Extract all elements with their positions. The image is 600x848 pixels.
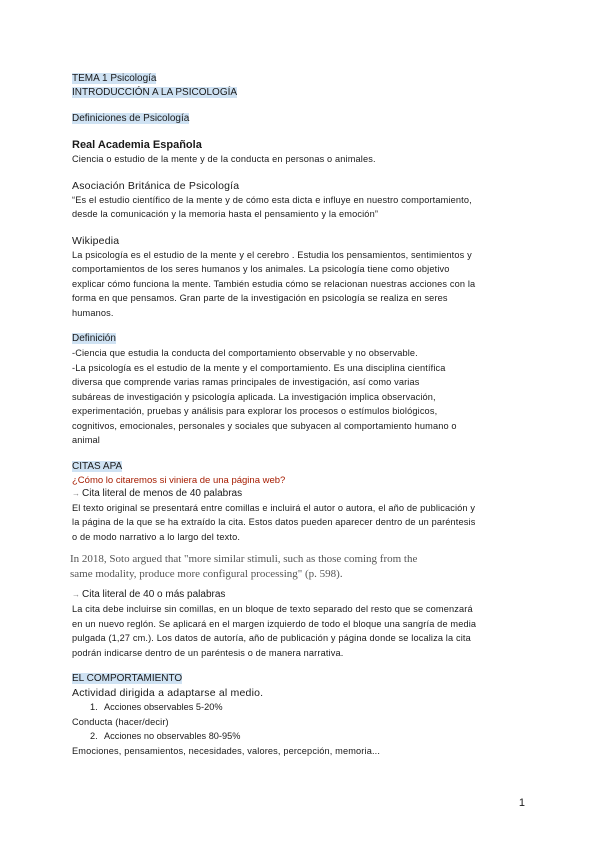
apa-example-image [70, 552, 532, 582]
cita-mas-40-line: pulgada (1,27 cm.). Los datos de autoría, año de publicación y página donde se localiza la cita [72, 633, 471, 643]
cita-mas-40-line: podrán indicarse dentro de un paréntesis o de manera narrativa. [72, 647, 344, 658]
definicion-line: subáreas de investigación y psicología aplicada. La investigación implica observación, [72, 391, 436, 402]
emociones-text: Emociones, pensamientos, necesidades, valores, percepción, memoria... [72, 745, 381, 756]
document-page [72, 72, 532, 758]
definiciones-heading: Definiciones de Psicología [72, 113, 190, 124]
wikipedia-line: forma en que pensamos. Gran parte de la investigación en psicología se realiza en seres [72, 293, 448, 303]
wikipedia-line: La psicología es el estudio de la mente y el cerebro . Estudia los pensamientos, sentimientos y [72, 249, 472, 260]
list-item: 1. Acciones observables 5-20% [90, 702, 223, 712]
definicion-line: animal [72, 435, 100, 445]
definicion-line: -La psicología es el estudio de la mente y el comportamiento. Es una disciplina científica [72, 362, 446, 373]
comportamiento-intro: Actividad dirigida a adaptarse al medio. [72, 687, 264, 699]
abp-text-line2: desde la comunicación y la memoria hasta el pensamiento y la emoción” [72, 209, 379, 219]
wikipedia-heading: Wikipedia [72, 234, 120, 247]
cita-mas-40-line: en un nuevo reglón. Se aplicará en el margen izquierdo de todo el bloque una sangría de media [72, 618, 477, 629]
wikipedia-line: comportamientos de los seres humanos y los animales. La psicología tiene como objetivo [72, 264, 450, 274]
rae-heading: Real Academia Española [72, 139, 202, 151]
definicion-line: experimentación, pruebas y análisis para explorar los procesos o estímulos biológicos, [72, 406, 438, 416]
intro-title: INTRODUCCIÓN A LA PSICOLOGÍA [72, 87, 238, 98]
cita-menos-40-line: El texto original se presentará entre comillas e incluirá el autor o autora, el año de publicación y [72, 502, 476, 513]
list-item: 2. Acciones no observables 80-95% [90, 731, 241, 741]
apa-example-line2: same modality, produce more configural processing" (p. 598). [70, 568, 343, 580]
citas-question: ¿Cómo lo citaremos si viniera de una página web? [72, 474, 286, 486]
comportamiento-heading: EL COMPORTAMIENTO [72, 673, 183, 684]
tema-title: TEMA 1 Psicología [72, 73, 157, 84]
cita-mas-40-line: La cita debe incluirse sin comillas, en un bloque de texto separado del resto que se comenzará [72, 604, 473, 614]
conducta-text: Conducta (hacer/decir) [72, 716, 169, 727]
abp-heading: Asociación Británica de Psicología [72, 179, 240, 192]
cita-menos-40-heading: → Cita literal de menos de 40 palabras [72, 487, 243, 499]
apa-example-line1: In 2018, Soto argued that "more similar stimuli, such as those coming from the [70, 553, 418, 565]
definicion-line: -Ciencia que estudia la conducta del comportamiento observable y no observable. [72, 348, 418, 358]
definicion-heading: Definición [72, 333, 116, 344]
abp-text-line1: “Es el estudio científico de la mente y de cómo esta dicta e influye en nuestro comportamiento, [72, 194, 472, 205]
page-number: 1 [518, 797, 525, 809]
wikipedia-line: humanos. [72, 307, 114, 318]
cita-mas-40-heading: → Cita literal de 40 o más palabras [72, 589, 226, 600]
definicion-line: diversa que comprende varias ramas principales de investigación, así como varias [72, 377, 420, 387]
definicion-line: cognitivos, emocionales, personales y sociales que subyacen al comportamiento humano o [72, 420, 457, 431]
rae-text: Ciencia o estudio de la mente y de la conducta en personas o animales. [72, 154, 376, 164]
cita-menos-40-line: o de modo narrativo a lo largo del texto. [72, 531, 241, 542]
cita-menos-40-line: la página de la que se ha extraído la cita. Estos datos pueden aparecer dentro de un paréntesis [72, 517, 476, 527]
arrow-right-icon: → [72, 488, 80, 498]
citas-heading: CITAS APA [72, 460, 123, 472]
arrow-right-icon: → [72, 590, 80, 599]
wikipedia-line: explicar cómo funciona la mente. También estudia cómo se relacionan nuestras acciones con la [72, 278, 476, 289]
